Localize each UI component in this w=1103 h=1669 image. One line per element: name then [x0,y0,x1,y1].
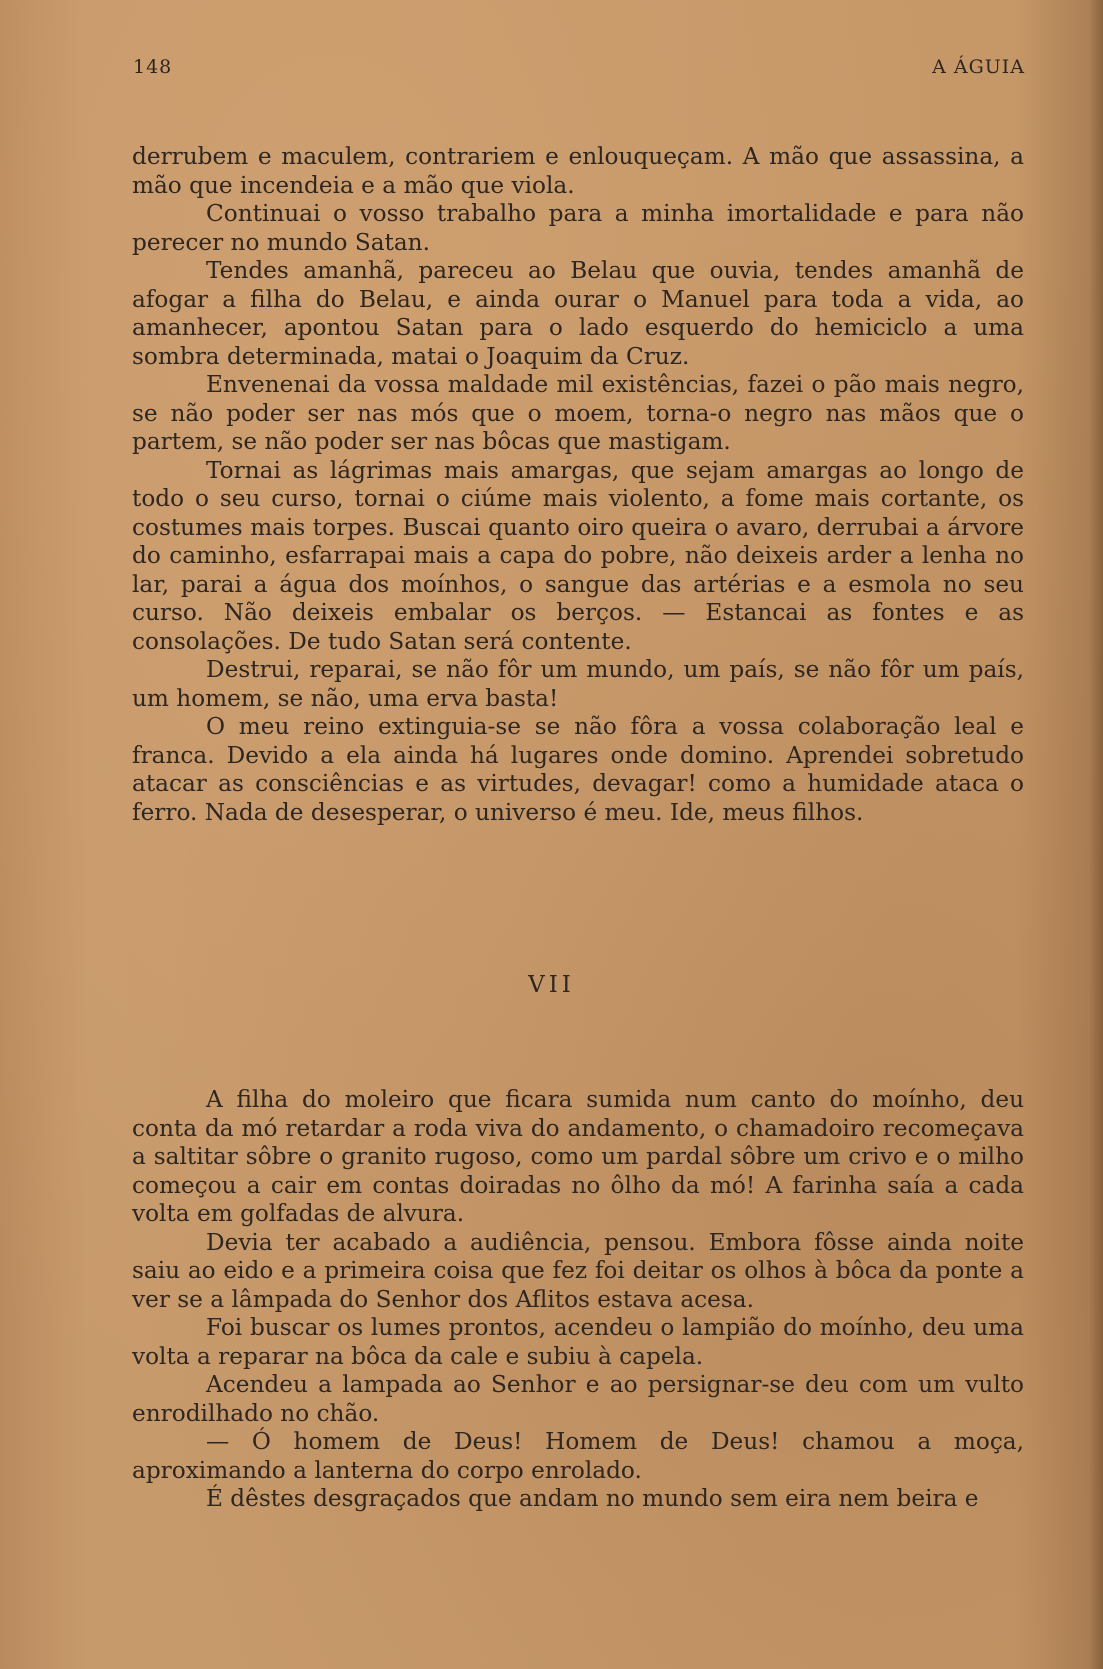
paragraph: Envenenai da vossa maldade mil existências, fazei o pão mais negro, se não poder ser nas mós que o moem, torna-o negro nas mãos que o partem, se não poder ser nas bôcas que mastigam. [132,371,1024,455]
paragraph: Foi buscar os lumes prontos, acendeu o lampião do moínho, deu uma volta a reparar na bôca da cale e subiu à capela. [132,1314,1024,1370]
paragraph: Tendes amanhã, pareceu ao Belau que ouvia, tendes amanhã de afogar a filha do Belau, e ainda ourar o Manuel para toda a vida, ao amanhecer, apontou Satan para o lado esquerdo do hemiciclo a uma sombra determinada, matai o Joaquim da Cruz. [132,257,1024,370]
paragraph: Devia ter acabado a audiência, pensou. Embora fôsse ainda noite saiu ao eido e a primeira coisa que fez foi deitar os olhos à bôca da ponte a ver se a lâmpada do Senhor dos Aflitos estava acesa. [132,1228,1024,1313]
paragraph: Tornai as lágrimas mais amargas, que sejam amargas ao longo de todo o seu curso, tornai o ciúme mais violento, a fome mais cortante, os costumes mais torpes. Buscai quanto oiro queira o avaro, derrubai a árvore do caminho, esfarrapai mais a capa do pobre, não deixeis arder a lenha no lar, parai a água dos moínhos, o sangue das artérias e a esmola no seu curso. Não deixeis embalar os berços. — Estancai as fontes e as consolações. De tudo Satan será contente. [132,456,1024,655]
running-title: A ÁGUIA [932,56,1025,78]
page-edge-shadow [1089,0,1103,1669]
section-two-text [132,1086,1024,1514]
paragraph: Acendeu a lampada ao Senhor e ao persignar-se deu com um vulto enrodilhado no chão. [132,1371,1024,1427]
page-number: 148 [133,56,173,78]
paragraph: É dêstes desgraçados que andam no mundo sem eira nem beira e [206,1485,979,1512]
section-heading: VII [528,972,575,998]
paragraph: derrubem e maculem, contrariem e enlouqueçam. A mão que assassina, a mão que incendeia e a mão que viola. [132,143,1024,199]
paragraph: Destrui, reparai, se não fôr um mundo, um país, se não fôr um país, um homem, se não, uma erva basta! [132,656,1024,712]
paragraph: O meu reino extinguia-se se não fôra a vossa colaboração leal e franca. Devido a ela ainda há lugares onde domino. Aprendei sobretudo atacar as consciências e as virtudes, devagar! como a humidade ataca o ferro. Nada de desesperar, o universo é meu. Ide, meus filhos. [132,713,1024,826]
paragraph: Continuai o vosso trabalho para a minha imortalidade e para não perecer no mundo Satan. [132,200,1024,256]
paragraph: A filha do moleiro que ficara sumida num canto do moínho, deu conta da mó retardar a roda viva do andamento, o chamadoiro recomeçava a saltitar sôbre o granito rugoso, como um pardal sôbre um crivo e o milho começou a cair em contas doiradas no ôlho da mó! A farinha saía a cada volta em golfadas de alvura. [132,1086,1024,1227]
section-one-text [132,143,1024,827]
paragraph: — Ó homem de Deus! Homem de Deus! chamou a moça, aproximando a lanterna do corpo enrolado. [132,1428,1024,1484]
